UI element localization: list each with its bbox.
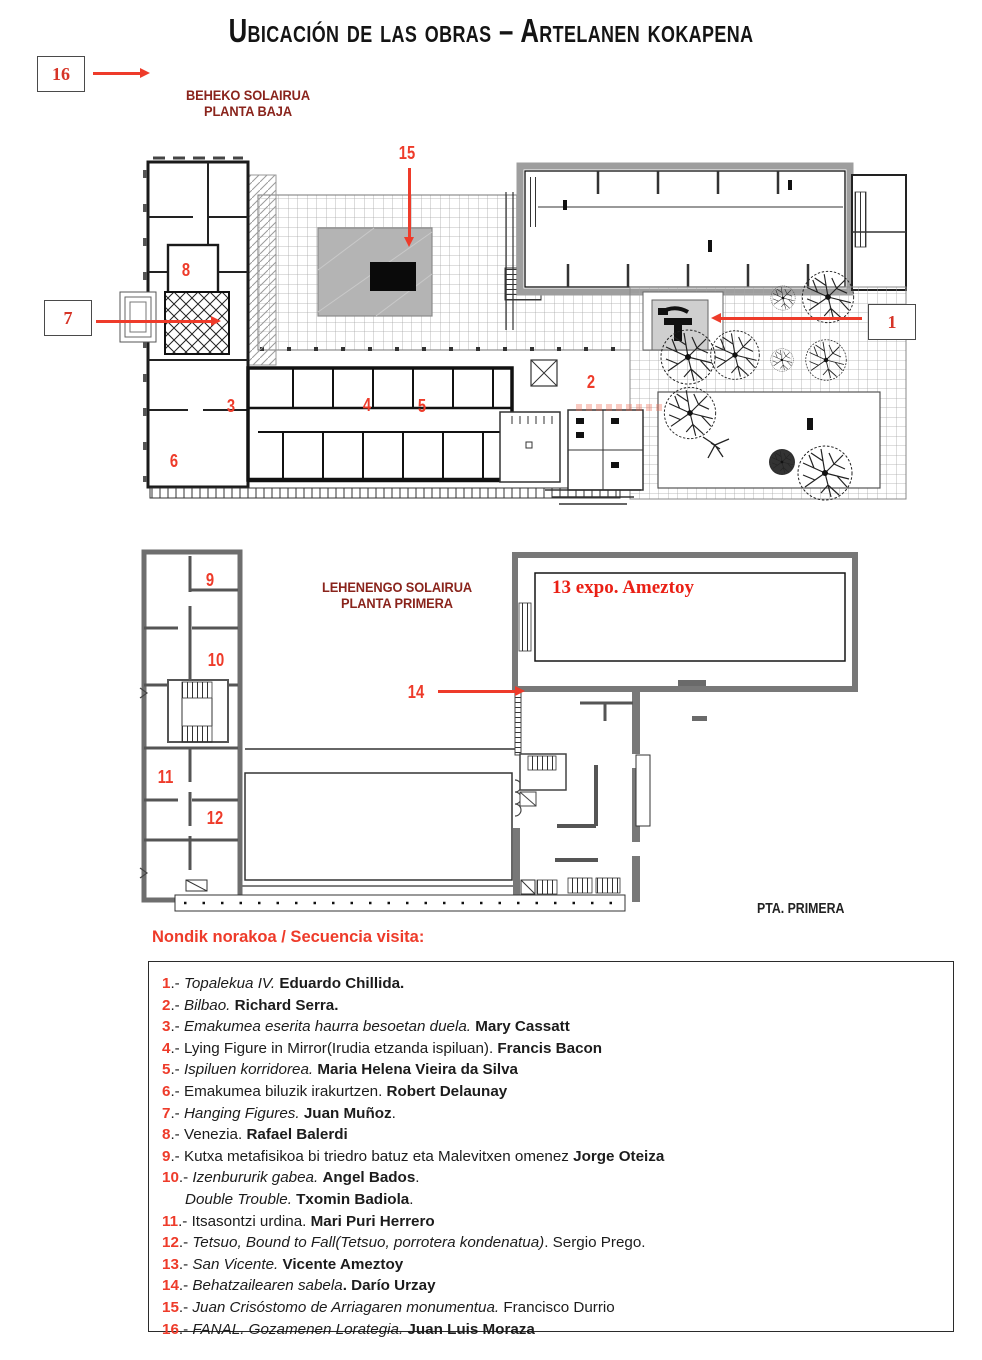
legend-item-9 [149, 1146, 953, 1168]
plan-marker-14: 14 [407, 682, 425, 702]
legend-item-16 [149, 1319, 953, 1341]
first-floor-plan [130, 540, 870, 920]
legend-item-number: 9 [162, 1147, 171, 1165]
plan-caption: PTA. PRIMERA [757, 901, 845, 917]
legend-item-number: 5 [162, 1061, 171, 1079]
boxed-marker-7: 7 [44, 300, 92, 336]
legend-item-number: 11 [162, 1212, 179, 1230]
boxed-marker-16: 16 [37, 56, 85, 92]
legend-item-text: FANAL. Gozamenen Lorategia. [192, 1320, 408, 1338]
legend-item-text: Behatzailearen sabela [192, 1277, 343, 1295]
legend-item-number: 16 [162, 1320, 179, 1338]
legend-item-number: 15 [162, 1298, 179, 1316]
legend-item-2 [149, 995, 953, 1017]
ground-floor-label-eu: BEHEKO SOLAIRUA [185, 88, 310, 103]
legend-heading: Nondik norakoa / Secuencia visita: [152, 928, 425, 946]
legend-item-text: Richard Serra. [234, 996, 339, 1014]
legend-item-text: Juan Muñoz [303, 1104, 392, 1122]
legend-item-number: 4 [162, 1039, 171, 1057]
plan-marker-5: 5 [417, 396, 427, 416]
plan-marker-11: 11 [157, 767, 174, 787]
boxed-marker-1: 1 [868, 304, 916, 340]
legend-item-text: . [409, 1190, 414, 1208]
plan-marker-6: 6 [169, 451, 179, 471]
legend-item-text: Itsasontzi urdina. [191, 1212, 311, 1230]
legend-item-text: Francis Bacon [497, 1039, 603, 1057]
legend-item-7 [149, 1103, 953, 1125]
page-title: Ubicación de las obras – Artelanen kokapena [228, 12, 754, 49]
legend-item-number: 1 [162, 975, 171, 992]
arrow-7 [96, 320, 212, 323]
legend-item-separator: .- [170, 1104, 184, 1122]
legend-item-text: Maria Helena Vieira da Silva [317, 1061, 518, 1079]
legend-item-text: Robert Delaunay [386, 1082, 508, 1100]
legend-item-text: Double Trouble. [185, 1190, 297, 1208]
legend-item-number: 7 [162, 1104, 171, 1122]
legend-item-separator: .- [178, 1298, 193, 1316]
legend-item-separator: .- [178, 1320, 193, 1338]
legend-item-separator: .- [170, 1147, 184, 1165]
legend-item-separator: .- [170, 1018, 184, 1036]
legend-item-separator: .- [170, 996, 184, 1014]
faint-illegible-text [576, 404, 662, 411]
legend-item-separator: .- [178, 1234, 193, 1252]
plan-marker-3: 3 [226, 396, 236, 416]
first-floor-label-es: PLANTA PRIMERA [341, 596, 453, 611]
legend-item-separator: .- [178, 1169, 193, 1187]
legend-item-text: Izenbururik gabea. [192, 1169, 323, 1187]
legend-item-separator: .- [178, 1212, 192, 1230]
legend-item-14 [149, 1275, 953, 1297]
legend-item-text: Emakumea eserita haurra besoetan duela. [183, 1018, 476, 1036]
legend-item-text: Txomin Badiola [296, 1190, 410, 1208]
arrow-15 [408, 168, 411, 238]
legend-item-text: Emakumea biluzik irakurtzen. [183, 1082, 387, 1100]
legend-item-1 [149, 973, 953, 995]
legend-item-13 [149, 1254, 953, 1276]
legend-item-text: San Vicente. [192, 1255, 283, 1273]
legend-item-12 [149, 1232, 953, 1254]
legend-item-cont [149, 1189, 953, 1211]
legend-box [148, 961, 954, 1338]
legend-item-separator: .- [178, 1277, 193, 1295]
legend-item-text: . Sergio Prego. [544, 1234, 646, 1252]
legend-item-text: Venezia. [183, 1126, 247, 1144]
legend-item-text: Ispiluen korridorea. [183, 1061, 318, 1079]
legend-item-text: Angel Bados [322, 1169, 416, 1187]
legend-item-number: 10 [162, 1169, 179, 1187]
legend-item-separator: .- [170, 1039, 184, 1057]
legend-item-text: Mary Cassatt [475, 1018, 570, 1036]
legend-item-text: Tetsuo, Bound to Fall(Tetsuo, porrotera kondenatua) [192, 1234, 545, 1252]
legend-item-number: 2 [162, 996, 171, 1014]
legend-item-text: Eduardo Chillida. [279, 975, 405, 992]
legend-item-4 [149, 1038, 953, 1060]
legend-item-text: Lying Figure in Mirror(Irudia etzanda ispiluan). [183, 1039, 498, 1057]
legend-item-number: 13 [162, 1255, 179, 1273]
legend-item-separator: .- [170, 975, 184, 992]
plan-marker-15: 15 [398, 143, 416, 163]
plan-marker-9: 9 [205, 570, 215, 590]
plan-marker-10: 10 [207, 650, 225, 670]
legend-item-6 [149, 1081, 953, 1103]
ground-floor-label-es: PLANTA BAJA [203, 104, 293, 119]
legend-item-number: 12 [162, 1234, 179, 1252]
legend-item-text: . [415, 1169, 420, 1187]
arrow-1 [720, 317, 862, 320]
legend-item-number: 3 [162, 1018, 171, 1036]
arrow-14 [438, 690, 516, 693]
legend-item-3 [149, 1016, 953, 1038]
legend-item-text: Vicente Ameztoy [282, 1255, 404, 1273]
first-floor-label-eu: LEHENENGO SOLAIRUA [321, 580, 473, 595]
legend-item-text: Rafael Balerdi [246, 1126, 348, 1144]
legend-item-10 [149, 1167, 953, 1189]
legend-item-15 [149, 1297, 953, 1319]
ground-floor-plan [108, 142, 908, 512]
legend-item-8 [149, 1124, 953, 1146]
legend-item-5 [149, 1059, 953, 1081]
legend-item-text: Topalekua IV. [183, 975, 280, 992]
legend-item-number: 6 [162, 1082, 171, 1100]
legend-item-text: Hanging Figures. [183, 1104, 304, 1122]
legend-item-separator: .- [178, 1255, 193, 1273]
legend-item-text: . [391, 1104, 396, 1122]
ground-floor-label [162, 88, 335, 120]
legend-item-text: Mari Puri Herrero [310, 1212, 435, 1230]
arrow-16 [93, 72, 141, 75]
plan-marker-12: 12 [206, 808, 224, 828]
legend-item-text: Bilbao. [183, 996, 235, 1014]
legend-item-text: . Darío Urzay [342, 1277, 436, 1295]
legend-item-text: Kutxa metafisikoa bi triedro batuz eta Malevitxen omenez [183, 1147, 574, 1165]
legend-item-11 [149, 1211, 953, 1233]
plan-marker-2: 2 [586, 372, 596, 392]
legend-item-separator: .- [170, 1126, 184, 1144]
legend-item-separator: .- [170, 1061, 184, 1079]
plan-marker-8: 8 [181, 260, 191, 280]
legend-item-text: Juan Crisóstomo de Arriagaren monumentua. [192, 1298, 504, 1316]
expo-13-label: 13 expo. Ameztoy [552, 577, 694, 598]
legend-item-number: 14 [162, 1277, 179, 1295]
legend-item-text: Juan Luis Moraza [407, 1320, 535, 1338]
plan-marker-4: 4 [362, 395, 372, 415]
legend-item-number: 8 [162, 1126, 171, 1144]
legend-item-separator: .- [170, 1082, 184, 1100]
legend-item-text: Francisco Durrio [503, 1298, 615, 1316]
legend-item-text: Jorge Oteiza [573, 1147, 665, 1165]
